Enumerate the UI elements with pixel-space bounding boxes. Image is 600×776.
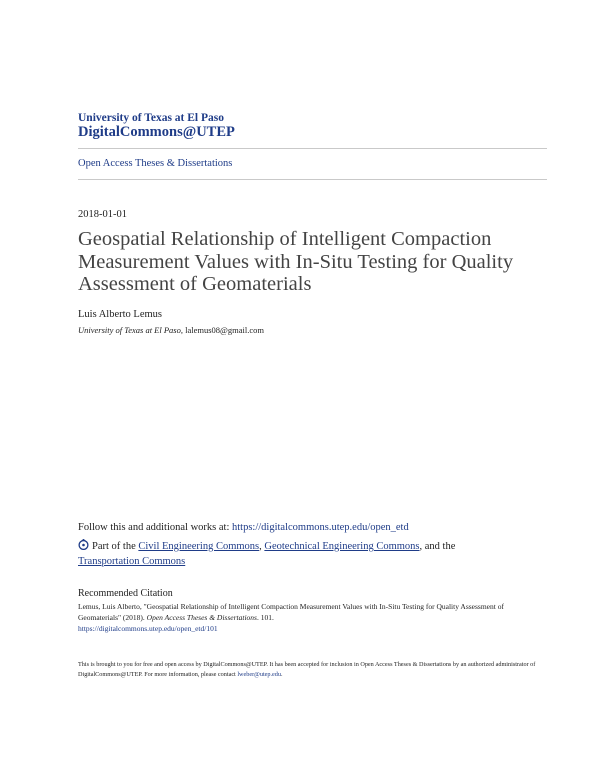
citation-body bbox=[78, 601, 547, 634]
citation-url-link[interactable]: https://digitalcommons.utep.edu/open_etd/101 bbox=[78, 624, 218, 633]
citation-text: Lemus, Luis Alberto, "Geospatial Relationship of Intelligent Compaction Measurement Values with In-Situ Testing for Quality Assessment of Geomaterials" (2018). bbox=[78, 602, 504, 622]
contact-email-link[interactable]: lweber@utep.edu bbox=[237, 671, 281, 678]
geotechnical-engineering-commons-link[interactable]: Geotechnical Engineering Commons bbox=[264, 541, 420, 552]
author-affiliation bbox=[78, 325, 264, 335]
follow-label: Follow this and additional works at: bbox=[78, 522, 232, 533]
repository-name: DigitalCommons@UTEP bbox=[78, 124, 235, 140]
citation-number: . 101. bbox=[256, 613, 274, 622]
follow-line bbox=[78, 522, 409, 533]
divider bbox=[78, 148, 547, 149]
publication-date: 2018-01-01 bbox=[78, 209, 127, 220]
part-of-prefix: Part of the bbox=[92, 541, 139, 552]
notice-end: . bbox=[281, 671, 283, 678]
open-access-icon bbox=[78, 539, 89, 550]
collection-link[interactable]: Open Access Theses & Dissertations bbox=[78, 158, 233, 169]
citation-series: Open Access Theses & Dissertations bbox=[146, 613, 257, 622]
author-name: Luis Alberto Lemus bbox=[78, 309, 162, 320]
divider bbox=[78, 179, 547, 180]
part-of-line bbox=[78, 539, 547, 569]
citation-heading: Recommended Citation bbox=[78, 588, 173, 599]
civil-engineering-commons-link[interactable]: Civil Engineering Commons bbox=[138, 541, 260, 552]
notice-text: This is brought to you for free and open access by DigitalCommons@UTEP. It has been accepted for inclusion in Open Access Theses & Dissertations by an authorized administrator of DigitalCommons@UTEP. For more information, please contact bbox=[78, 661, 536, 678]
follow-url-link[interactable]: https://digitalcommons.utep.edu/open_etd bbox=[232, 522, 409, 533]
access-notice bbox=[78, 660, 547, 680]
part-of-sep: , and the bbox=[419, 541, 456, 552]
document-title: Geospatial Relationship of Intelligent Compaction Measurement Values with In-Situ Testing for Quality Assessment of Geomaterials bbox=[78, 228, 514, 295]
author-email: , lalemus08@gmail.com bbox=[180, 325, 264, 335]
affiliation-org: University of Texas at El Paso bbox=[78, 325, 181, 335]
institution-name: University of Texas at El Paso bbox=[78, 112, 224, 124]
part-of-sep: , bbox=[259, 541, 265, 552]
transportation-commons-link[interactable]: Transportation Commons bbox=[78, 556, 186, 567]
